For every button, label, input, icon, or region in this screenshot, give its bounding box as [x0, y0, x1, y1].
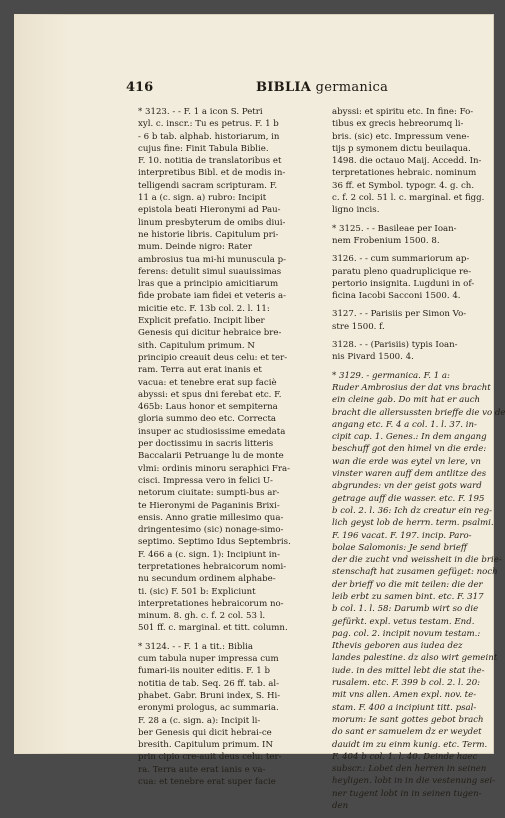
- entry-line: terpretationes hebraic. nominum: [332, 168, 477, 179]
- entry-line: 3126. - - cum summariorum ap-: [332, 254, 470, 265]
- entry-line: abgrundes: vn der geist gots ward: [332, 481, 482, 492]
- entry-line: prin cipio cre-auit deus celu: ter-: [138, 752, 282, 763]
- entry-line: 11 a (c. sign. a) rubro: Incipit: [138, 193, 267, 204]
- page-number: 416: [126, 80, 154, 95]
- entry-line: wan die erde was eytel vn lere, vn: [332, 456, 481, 467]
- entry-line: gefürkt. expl. vetus testam. End.: [332, 616, 475, 627]
- entry-line: micitie etc. F. 13b col. 2. l. 11:: [138, 303, 270, 314]
- catalog-entry: [332, 253, 502, 302]
- entry-line: stam. F. 400 a incipiunt titt. psal-: [332, 702, 477, 713]
- entry-line: ra. Terra aute erat ianis e va-: [138, 764, 266, 775]
- entry-line: b col. 1. l. 58: Darumb wirt so die: [332, 604, 479, 615]
- catalog-entry: [332, 223, 502, 248]
- running-header: [126, 80, 486, 98]
- entry-line: te Hieronymi de Paganinis Brixi-: [138, 500, 280, 511]
- entry-line: cum tabula nuper impressa cum: [138, 654, 279, 665]
- entry-line: bris. (sic) etc. Impressum vene-: [332, 131, 470, 142]
- entry-line: Genesis qui dicitur hebraice bre-: [138, 328, 282, 339]
- entry-line: Baccalarii Petruange lu de monte: [138, 451, 284, 462]
- entry-line: insuper ac studiosissime emedata: [138, 426, 286, 437]
- entry-line: den: [332, 801, 349, 812]
- entry-line: 36 ff. et Symbol. typogr. 4. g. ch.: [332, 180, 475, 191]
- entry-line: getrage auff die wasser. etc. F. 195: [332, 493, 485, 504]
- entry-line: Ithevis geboren aus iudea dez: [332, 641, 463, 652]
- entry-line: per doctissimu in sacris litteris: [138, 439, 274, 450]
- catalog-entry: [332, 339, 502, 364]
- entry-line: * 3124. - - F. 1 a tit.: Biblia: [138, 641, 253, 652]
- entry-line: beschuff got den himel vn die erde:: [332, 444, 487, 455]
- entry-line: bracht die allersussten brieffe die vo de: [332, 407, 505, 418]
- entry-line: minum. 8. gh. c. f. 2 col. 53 l.: [138, 611, 266, 622]
- entry-line: heyligen. lobt in in die vestenung sei-: [332, 776, 496, 787]
- entry-line: bresith. Capitulum primum. IN: [138, 740, 273, 751]
- running-title-biblia: BIBLIA: [256, 80, 312, 95]
- entry-line: ferens: detulit simul suauissimas: [138, 266, 282, 277]
- entry-line: * 3123. - - F. 1 a icon S. Petri: [138, 107, 263, 117]
- entry-line: angang etc. F. 4 a col. 1. l. 37. in-: [332, 419, 477, 430]
- entry-line: - 6 b tab. alphab. historiarum, in: [138, 131, 280, 142]
- entry-line: b col. 2. l. 36: Ich dz creatur ein reg-: [332, 505, 493, 516]
- entry-line: F. 28 a (c. sign. a): Incipit li-: [138, 715, 261, 726]
- entry-line: tijs p symonem dictu beuilaqua.: [332, 143, 471, 154]
- entry-line: interpretibus Bibl. et de modis in-: [138, 168, 286, 179]
- entry-line: ram. Terra aut erat inanis et: [138, 365, 262, 376]
- entry-line: c. f. 2 col. 51 l. c. marginal. et figg.: [332, 193, 485, 204]
- entry-line: mum. Deinde nigro: Rater: [138, 242, 253, 253]
- entry-line: cisci. Impressa vero in felici U-: [138, 475, 273, 486]
- entry-line: abyssi: et spiritu etc. In fine: Fo-: [332, 107, 474, 117]
- catalog-entry: [332, 370, 505, 813]
- entry-line: ambrosius tua mi-hi munuscula p-: [138, 254, 287, 265]
- entry-line: F. 196 vacat. F. 197. incip. Paro-: [332, 530, 472, 541]
- entry-line: nis Pivard 1500. 4.: [332, 352, 414, 363]
- entry-line: dauidt im zu einm kunig. etc. Term.: [332, 739, 488, 750]
- entry-line: cipit cap. 1. Genes.: In dem angang: [332, 432, 487, 443]
- entry-line: cua: et tenebre erat super facie: [138, 777, 276, 788]
- running-title: [256, 80, 388, 95]
- entry-line: pag. col. 2. incipit novum testam.:: [332, 628, 481, 639]
- entry-line: Explicit prefatio. Incipit liber: [138, 316, 265, 327]
- catalog-entry: [138, 106, 322, 635]
- entry-line: der die zucht vnd weissheit in die brie-: [332, 555, 502, 566]
- entry-line: interpretationes hebraicorum no-: [138, 598, 284, 609]
- entry-line: fumari-iis nouiter editis. F. 1 b: [138, 666, 270, 677]
- entry-line: bolae Salomonis: Je send brieff: [332, 542, 467, 553]
- entry-line: tibus ex grecis hebreorumq li-: [332, 119, 464, 130]
- entry-line: leib erbt zu samen bint. etc. F. 317: [332, 591, 484, 602]
- entry-line: ner tugent lobt in in seinen tugen-: [332, 788, 482, 799]
- entry-line: vacua: et tenebre erat sup faciè: [138, 377, 277, 388]
- entry-line: principio creauit deus celu: et ter-: [138, 352, 288, 363]
- catalog-entry: [138, 641, 322, 789]
- book-page: [14, 14, 505, 812]
- left-column: [138, 106, 322, 794]
- entry-line: epistola beati Hieronymi ad Pau-: [138, 205, 281, 216]
- entry-line: netorum ciuitate: sumpti-bus ar-: [138, 488, 280, 499]
- entry-line: nem Frobenium 1500. 8.: [332, 235, 440, 246]
- entry-line: vinster waren auff dem antlitze des: [332, 469, 487, 480]
- right-column: [332, 106, 505, 818]
- entry-line: F. 404 b col. 1. l. 40. Deinde haec: [332, 751, 478, 762]
- entry-line: ficina Iacobi Sacconi 1500. 4.: [332, 291, 461, 302]
- entry-line: telligendi sacram scripturam. F.: [138, 180, 278, 191]
- entry-line: * 3125. - - Basileae per Ioan-: [332, 223, 457, 234]
- entry-line: ti. (sic) F. 501 b: Expliciunt: [138, 586, 256, 597]
- entry-line: eronymi prologus, ac summaria.: [138, 703, 279, 714]
- entry-line: lras que a principio amicitiarum: [138, 279, 279, 290]
- entry-line: gloria summo deo etc. Correcta: [138, 414, 277, 425]
- entry-line: linum presbyterum de omibs diui-: [138, 217, 286, 228]
- entry-line: terpretationes hebraicorum nomi-: [138, 561, 287, 572]
- entry-line: F. 466 a (c. sign. 1): Incipiunt in-: [138, 549, 280, 560]
- entry-line: notitia de tab. Seq. 26 ff. tab. al-: [138, 678, 280, 689]
- entry-line: ligno incis.: [332, 205, 380, 216]
- entry-line: 465b: Laus honor et sempiterna: [138, 402, 278, 413]
- entry-line: ensis. Anno gratie millesimo qua-: [138, 512, 284, 523]
- entry-line: ein cleine gab. Do mit hat er auch: [332, 395, 481, 406]
- entry-line: mit vns allen. Amen expl. nov. te-: [332, 690, 477, 701]
- entry-line: morum: Ie sant gottes gebot brach: [332, 714, 484, 725]
- entry-line: phabet. Gabr. Bruni index, S. Hi-: [138, 690, 281, 701]
- entry-line: 1498. die octauo Maij. Accedd. In-: [332, 156, 482, 167]
- entry-line: Ruder Ambrosius der dat vns bracht: [332, 382, 491, 393]
- entry-line: ne historie libris. Capitulum pri-: [138, 229, 279, 240]
- entry-line: cujus fine: Finit Tabula Biblie.: [138, 143, 269, 154]
- entry-line: paratu pleno quadruplicique re-: [332, 266, 472, 277]
- entry-line: 3128. - - (Parisiis) typis Ioan-: [332, 340, 458, 351]
- entry-line: sith. Capitulum primum. N: [138, 340, 255, 351]
- entry-line: fide probate iam fidei et veteris a-: [138, 291, 287, 302]
- entry-line: do sant er samuelem dz er weydet: [332, 727, 482, 738]
- entry-line: lich geyst lob de herrn. term. psalmi.: [332, 518, 494, 529]
- entry-line: 3127. - - Parisiis per Simon Vo-: [332, 309, 467, 320]
- entry-line: xyl. c. inscr.: Tu es petrus. F. 1 b: [138, 119, 279, 130]
- entry-line: subscr.: Lobet den herren in seinen: [332, 764, 487, 775]
- entry-line: rusalem. etc. F. 399 b col. 2. l. 20:: [332, 678, 481, 689]
- catalog-entry: [332, 308, 502, 333]
- entry-line: stenschaft hat zusamen gefüget: noch: [332, 567, 498, 578]
- entry-line: dringentesimo (sic) nonage-simo-: [138, 525, 284, 536]
- entry-line: abyssi: et spus dni ferebat etc. F.: [138, 389, 282, 400]
- entry-line: vlmi: ordinis minoru seraphici Fra-: [138, 463, 290, 474]
- entry-line: landes palestine. dz also wirt gemeint: [332, 653, 498, 664]
- catalog-entry: [332, 106, 502, 217]
- entry-line: septimo. Septimo Idus Septembris.: [138, 537, 291, 548]
- entry-line: stre 1500. f.: [332, 321, 385, 332]
- entry-line: pertorio insignita. Lugduni in of-: [332, 278, 475, 289]
- entry-line: * 3129. - germanica. F. 1 a:: [332, 370, 450, 381]
- entry-line: nu secundum ordinem alphabe-: [138, 574, 276, 585]
- entry-line: 501 ff. c. marginal. et titt. column.: [138, 623, 288, 634]
- entry-line: der brieff vo die mit teilen: die der: [332, 579, 483, 590]
- entry-line: ber Genesis qui dicit hebrai-ce: [138, 727, 272, 738]
- entry-line: iude. in des mittel lebt die stat ihe-: [332, 665, 485, 676]
- entry-line: F. 10. notitia de translatoribus et: [138, 156, 282, 167]
- running-title-language: germanica: [315, 80, 389, 95]
